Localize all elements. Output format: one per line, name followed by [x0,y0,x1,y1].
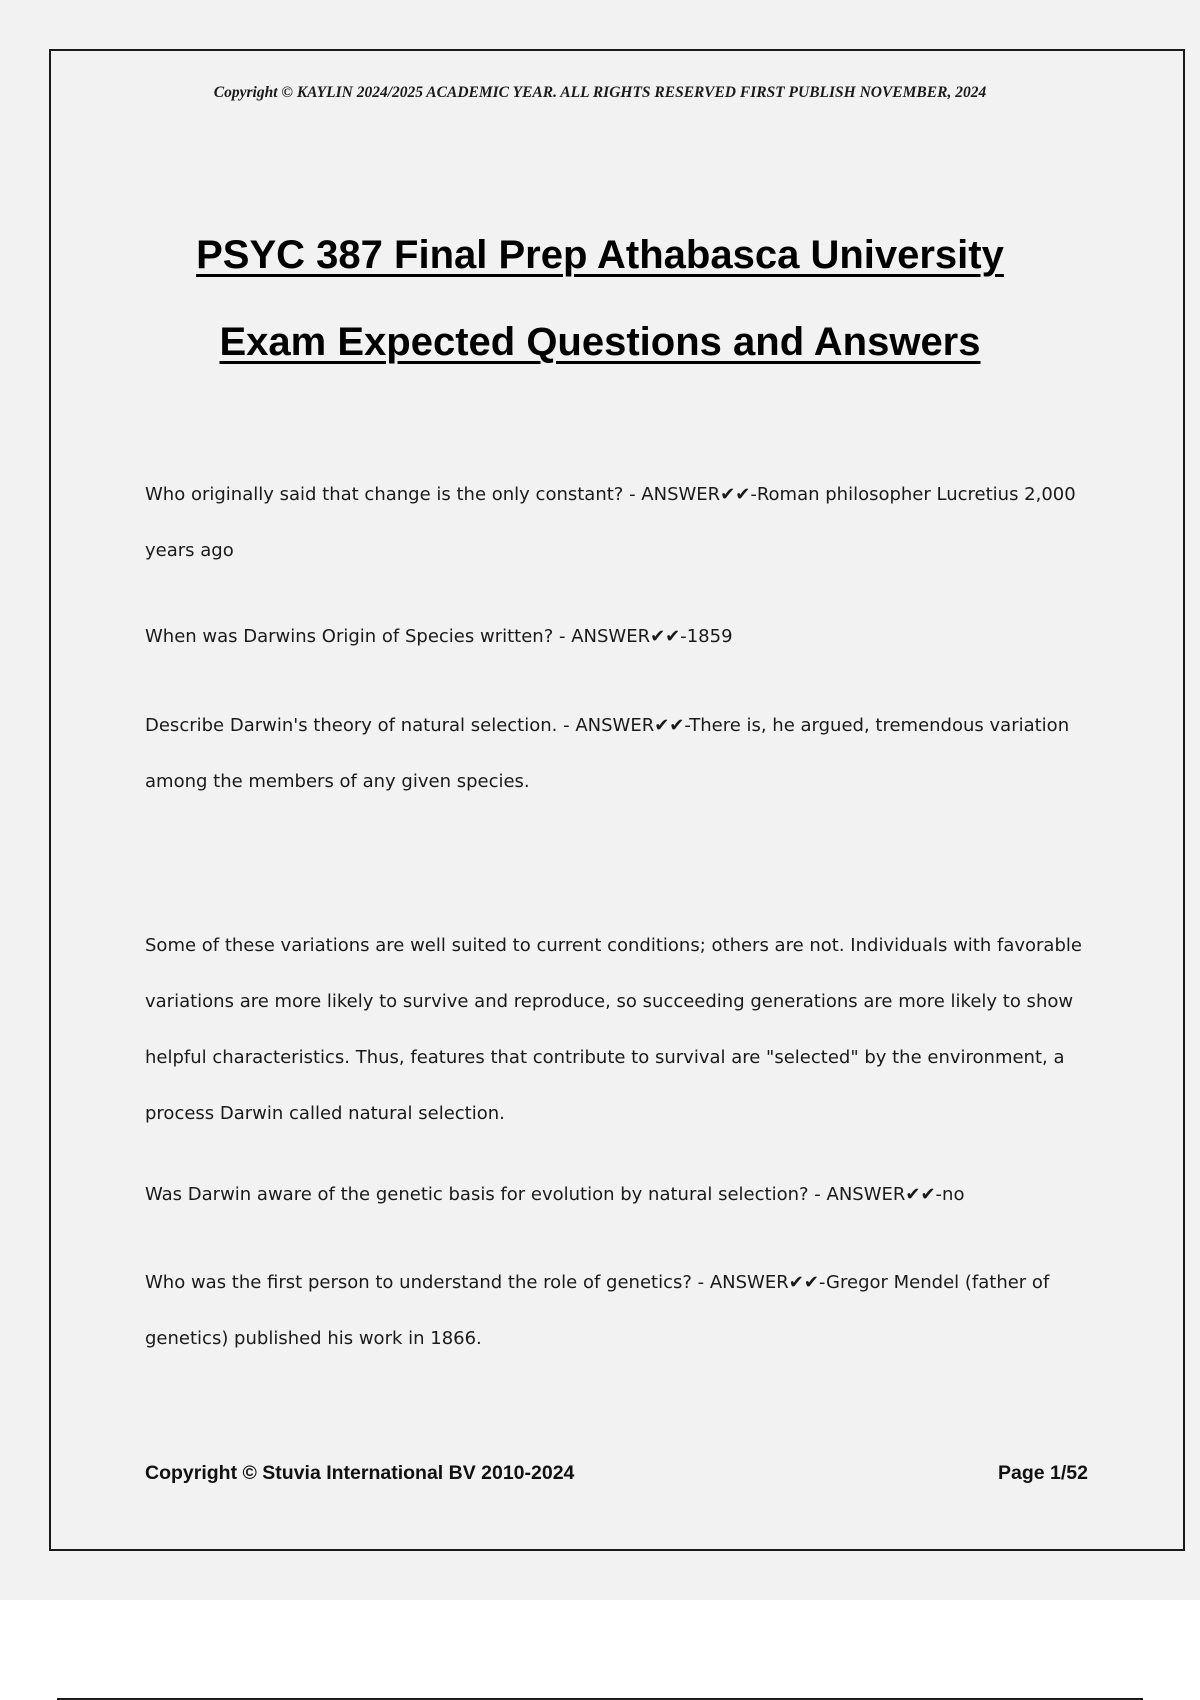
qa-item: Some of these variations are well suited to current conditions; others are not. Individuals with favorable variations are more likely to survive and reproduce, so succeeding generations are more likely to show helpful characteristics. Thus, features that contribute to survival are "selected" by the environment, a process Darwin called natural selection. [145,935,1082,1124]
qa-item: Who originally said that change is the only constant? - ANSWER✔✔-Roman philosopher Lucretius 2,000 years ago [145,484,1076,561]
qa-item: When was Darwins Origin of Species written? - ANSWER✔✔-1859 [145,626,733,647]
title-line-1: PSYC 387 Final Prep Athabasca University [196,233,1004,277]
footer-copyright: Copyright © Stuvia International BV 2010-2024 [145,1462,575,1484]
document-title [0,212,1200,386]
title-line-2: Exam Expected Questions and Answers [219,320,981,364]
qa-item: Was Darwin aware of the genetic basis for evolution by natural selection? - ANSWER✔✔-no [145,1184,965,1205]
page-number: Page 1/52 [998,1462,1088,1484]
qa-item: Describe Darwin's theory of natural selection. - ANSWER✔✔-There is, he argued, tremendous variation among the members of any given species. [145,715,1070,792]
qa-item: Who was the first person to understand the role of genetics? - ANSWER✔✔-Gregor Mendel (father of genetics) published his work in 1866. [145,1272,1050,1349]
header-copyright: Copyright © KAYLIN 2024/2025 ACADEMIC YEAR. ALL RIGHTS RESERVED FIRST PUBLISH NOVEMBER, 2024 [213,84,987,101]
